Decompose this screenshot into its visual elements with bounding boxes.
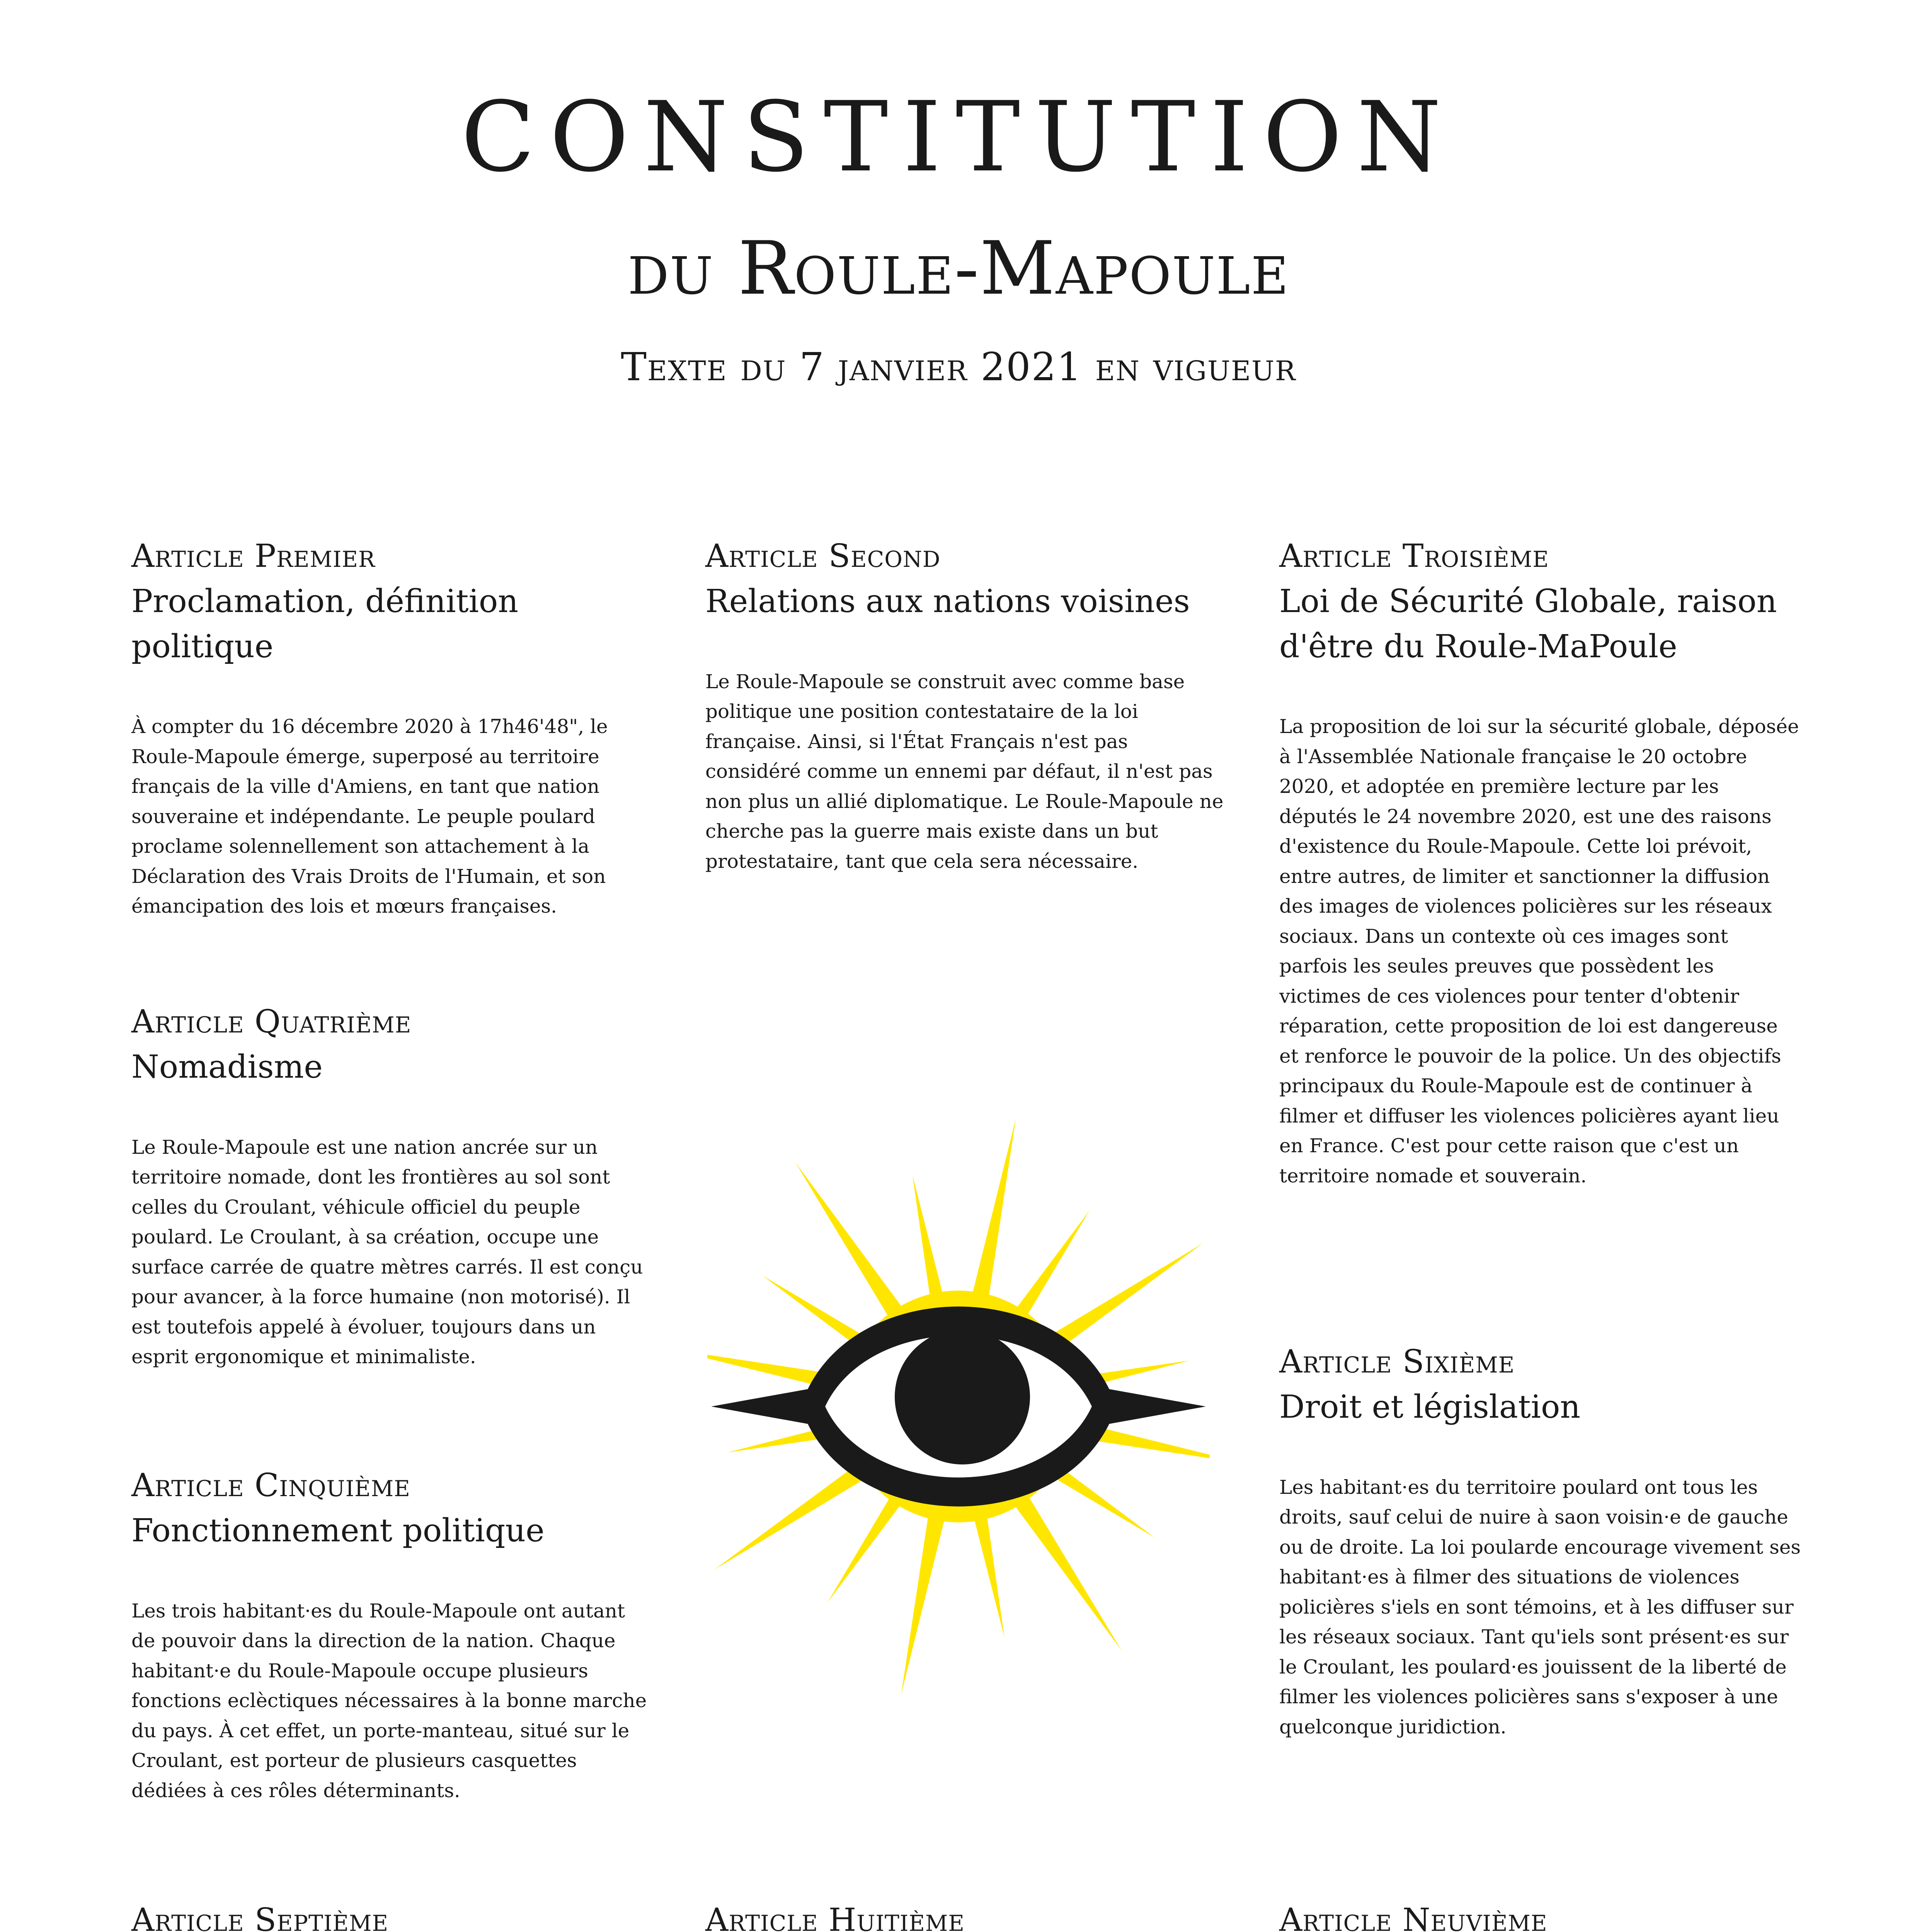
article-title: Fonctionnement politique	[131, 1512, 545, 1549]
article-number: Article Sixième	[1279, 1344, 1515, 1380]
article-body: Le Roule-Mapoule se construit avec comme base politique une position contestataire de la loi française. Ainsi, si l'État Français n'est pas considéré comme un ennemi par défaut, il n'est pas non plus un allié diplomatique. Le Roule-Mapoule ne cherche pas la guerre mais existe dans un but protestataire, tant que cela sera nécessaire.	[705, 670, 1224, 872]
article-title: Nomadisme	[131, 1049, 323, 1086]
document-dateline: Texte du 7 janvier 2021 en vigueur	[621, 344, 1296, 389]
article-body: Les trois habitant·es du Roule-Mapoule ont autant de pouvoir dans la direction de la nation. Chaque habitant·e du Roule-Mapoule occupe plusieurs fonctions eclèctiques nécessaires à la bonne marche du pays. À cet effet, un porte-manteau, situé sur le Croulant, est porteur de plusieurs casquettes dédiées à ces rôles déterminants.	[131, 1599, 647, 1802]
radiant-eye-icon	[707, 1097, 1210, 1716]
article-number: Article Septième	[131, 1902, 389, 1932]
article-number: Article Cinquième	[131, 1467, 410, 1504]
article-number: Article Neuvième	[1279, 1902, 1548, 1932]
article-body: Les habitant·es du territoire poulard ont tous les droits, sauf celui de nuire à saon voisin·e de gauche ou de droite. La loi poularde encourage vivement ses habitant·es à filmer des situations de violences policières s'iels en sont témoins, et à les diffuser sur les réseaux sociaux. Tant qu'iels sont présent·es sur le Croulant, les poulard·es jouissent de la liberté de filmer les violences policières sans s'exposer à une quelconque juridiction.	[1279, 1476, 1801, 1738]
article-2	[705, 539, 1227, 876]
article-8	[705, 1903, 1227, 1932]
article-3	[1279, 539, 1801, 1191]
document-title: CONSTITUTION	[461, 81, 1456, 193]
article-number: Article Troisième	[1279, 538, 1549, 575]
article-4	[131, 1005, 653, 1372]
article-7	[131, 1903, 653, 1932]
article-9	[1279, 1903, 1801, 1932]
article-number: Article Huitième	[705, 1902, 965, 1932]
article-title: Proclamation, définition politique	[131, 583, 519, 665]
article-5	[131, 1468, 653, 1806]
document-subtitle: du Roule-Mapoule	[628, 226, 1289, 311]
article-number: Article Second	[705, 538, 941, 575]
article-body: Le Roule-Mapoule est une nation ancrée sur un territoire nomade, dont les frontières au sol sont celles du Croulant, véhicule officiel du peuple poulard. Le Croulant, à sa création, occupe une surface carrée de quatre mètres carrés. Il est conçu pour avancer, à la force humaine (non motorisé). Il est toutefois appelé à évoluer, toujours dans un esprit ergonomique et minimaliste.	[131, 1136, 643, 1368]
eye-pupil	[895, 1329, 1030, 1464]
article-body: À compter du 16 décembre 2020 à 17h46'48", le Roule-Mapoule émerge, superposé au territoire français de la ville d'Amiens, en tant que nation souveraine et indépendante. Le peuple poulard proclame solennellement son attachement à la Déclaration des Vrais Droits de l'Humain, et son émancipation des lois et mœurs françaises.	[131, 715, 608, 918]
article-title: Loi de Sécurité Globale, raison d'être du Roule-MaPoule	[1279, 583, 1777, 665]
article-6	[1279, 1345, 1801, 1742]
article-body: La proposition de loi sur la sécurité globale, déposée à l'Assemblée Nationale française le 20 octobre 2020, et adoptée en première lecture par les députés le 24 novembre 2020, est une des raisons d'existence du Roule-Mapoule. Cette loi prévoit, entre autres, de limiter et sanctionner la diffusion des images de violences policières sur les réseaux sociaux. Dans un contexte où ces images sont parfois les seules preuves que possèdent les victimes de ces violences pour tenter d'obtenir réparation, cette proposition de loi est dangereuse et renforce le pouvoir de la police. Un des objectifs principaux du Roule-Mapoule est de continuer à filmer et diffuser les violences policières ayant lieu en France. C'est pour cette raison que c'est un territoire nomade et souverain.	[1279, 715, 1799, 1187]
article-1	[131, 539, 653, 922]
article-number: Article Quatrième	[131, 1003, 412, 1040]
article-number: Article Premier	[131, 538, 375, 575]
article-title: Droit et législation	[1279, 1389, 1581, 1426]
article-title: Relations aux nations voisines	[705, 583, 1190, 620]
